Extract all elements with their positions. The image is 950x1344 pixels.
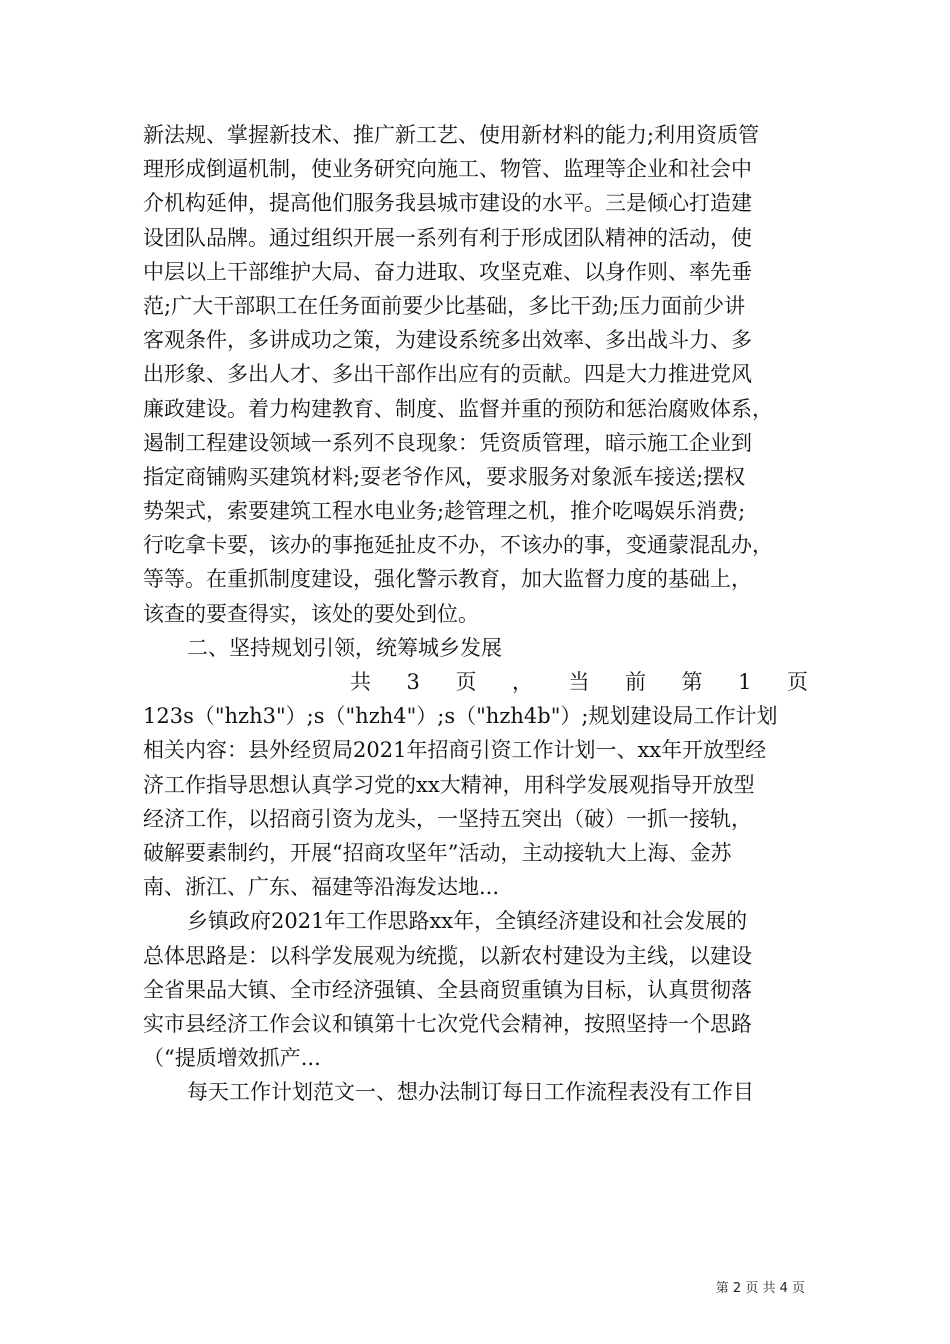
text-line: 势架式，索要建筑工程水电业务;趁管理之机，推介吃喝娱乐消费;	[143, 499, 746, 524]
text-line: 介机构延伸，提高他们服务我县城市建设的水平。三是倾心打造建	[143, 191, 752, 216]
text-line: 客观条件，多讲成功之策，为建设系统多出效率、多出战斗力、多	[143, 328, 752, 353]
text-line: 济工作指导思想认真学习党的xx大精神，用科学发展观指导开放型	[143, 772, 755, 797]
page-indicator-char: 共	[350, 670, 371, 694]
page-footer: 第 2 页 共 4 页	[715, 1281, 805, 1296]
page-indicator-char: 3	[406, 670, 420, 694]
text-line: 行吃拿卡要，该办的事拖延扯皮不办，不该办的事，变通蒙混乱办，	[143, 533, 773, 558]
text-line: 南、浙江、广东、福建等沿海发达地...	[143, 875, 500, 900]
text-line: 相关内容：县外经贸局2021年招商引资工作计划一、xx年开放型经	[143, 738, 767, 763]
page-indicator-char: ，	[511, 670, 533, 694]
text-line: 该查的要查得实，该处的要处到位。	[143, 601, 479, 626]
page-indicator-char: 页	[787, 670, 808, 694]
text-line: 出形象、多出人才、多出干部作出应有的贡献。四是大力推进党风	[143, 362, 752, 387]
text-line: 破解要素制约，开展“招商攻坚年”活动，主动接轨大上海、金苏	[143, 840, 732, 865]
page-indicator-char: 1	[738, 670, 752, 694]
text-line: 乡镇政府2021年工作思路xx年，全镇经济建设和社会发展的	[187, 909, 748, 934]
text-line: 遏制工程建设领域一系列不良现象：凭资质管理，暗示施工企业到	[143, 430, 752, 455]
text-line: 123s（"hzh3"）;s（"hzh4"）;s（"hzh4b"）;规划建设局工作计划	[143, 704, 778, 729]
text-line: 范;广大干部职工在任务面前要少比基础，多比干劲;压力面前少讲	[143, 293, 746, 318]
text-line: 全省果品大镇、全市经济强镇、全县商贸重镇为目标，认真贯彻落	[143, 977, 752, 1002]
text-line: 理形成倒逼机制，使业务研究向施工、物管、监理等企业和社会中	[143, 157, 752, 182]
text-line: 总体思路是：以科学发展观为统揽，以新农村建设为主线，以建设	[143, 943, 752, 968]
text-line: 中层以上干部维护大局、奋力进取、攻坚克难、以身作则、率先垂	[143, 259, 752, 284]
text-line: 等等。在重抓制度建设，强化警示教育，加大监督力度的基础上，	[143, 567, 752, 592]
page-indicator-char: 前	[625, 670, 647, 694]
document-body	[143, 118, 808, 1109]
section-heading: 二、坚持规划引领，统筹城乡发展	[187, 635, 502, 660]
page-indicator-char: 当	[568, 670, 590, 694]
text-line: 设团队品牌。通过组织开展一系列有利于形成团队精神的活动，使	[143, 225, 752, 250]
text-line: （“提质增效抓产...	[143, 1046, 321, 1071]
text-line: 廉政建设。着力构建教育、制度、监督并重的预防和惩治腐败体系，	[143, 396, 773, 421]
page-indicator-char: 页	[455, 670, 477, 694]
page-indicator-char: 第	[681, 670, 703, 694]
text-line: 经济工作，以招商引资为龙头，一坚持五突出（破）一抓一接轨，	[143, 806, 752, 831]
text-line: 每天工作计划范文一、想办法制订每日工作流程表没有工作目	[187, 1080, 754, 1105]
page-indicator	[143, 665, 808, 699]
text-line: 指定商铺购买建筑材料;耍老爷作风，要求服务对象派车接送;摆权	[143, 464, 746, 489]
text-line: 实市县经济工作会议和镇第十七次党代会精神，按照坚持一个思路	[143, 1011, 752, 1036]
text-line: 新法规、掌握新技术、推广新工艺、使用新材料的能力;利用资质管	[143, 123, 760, 147]
